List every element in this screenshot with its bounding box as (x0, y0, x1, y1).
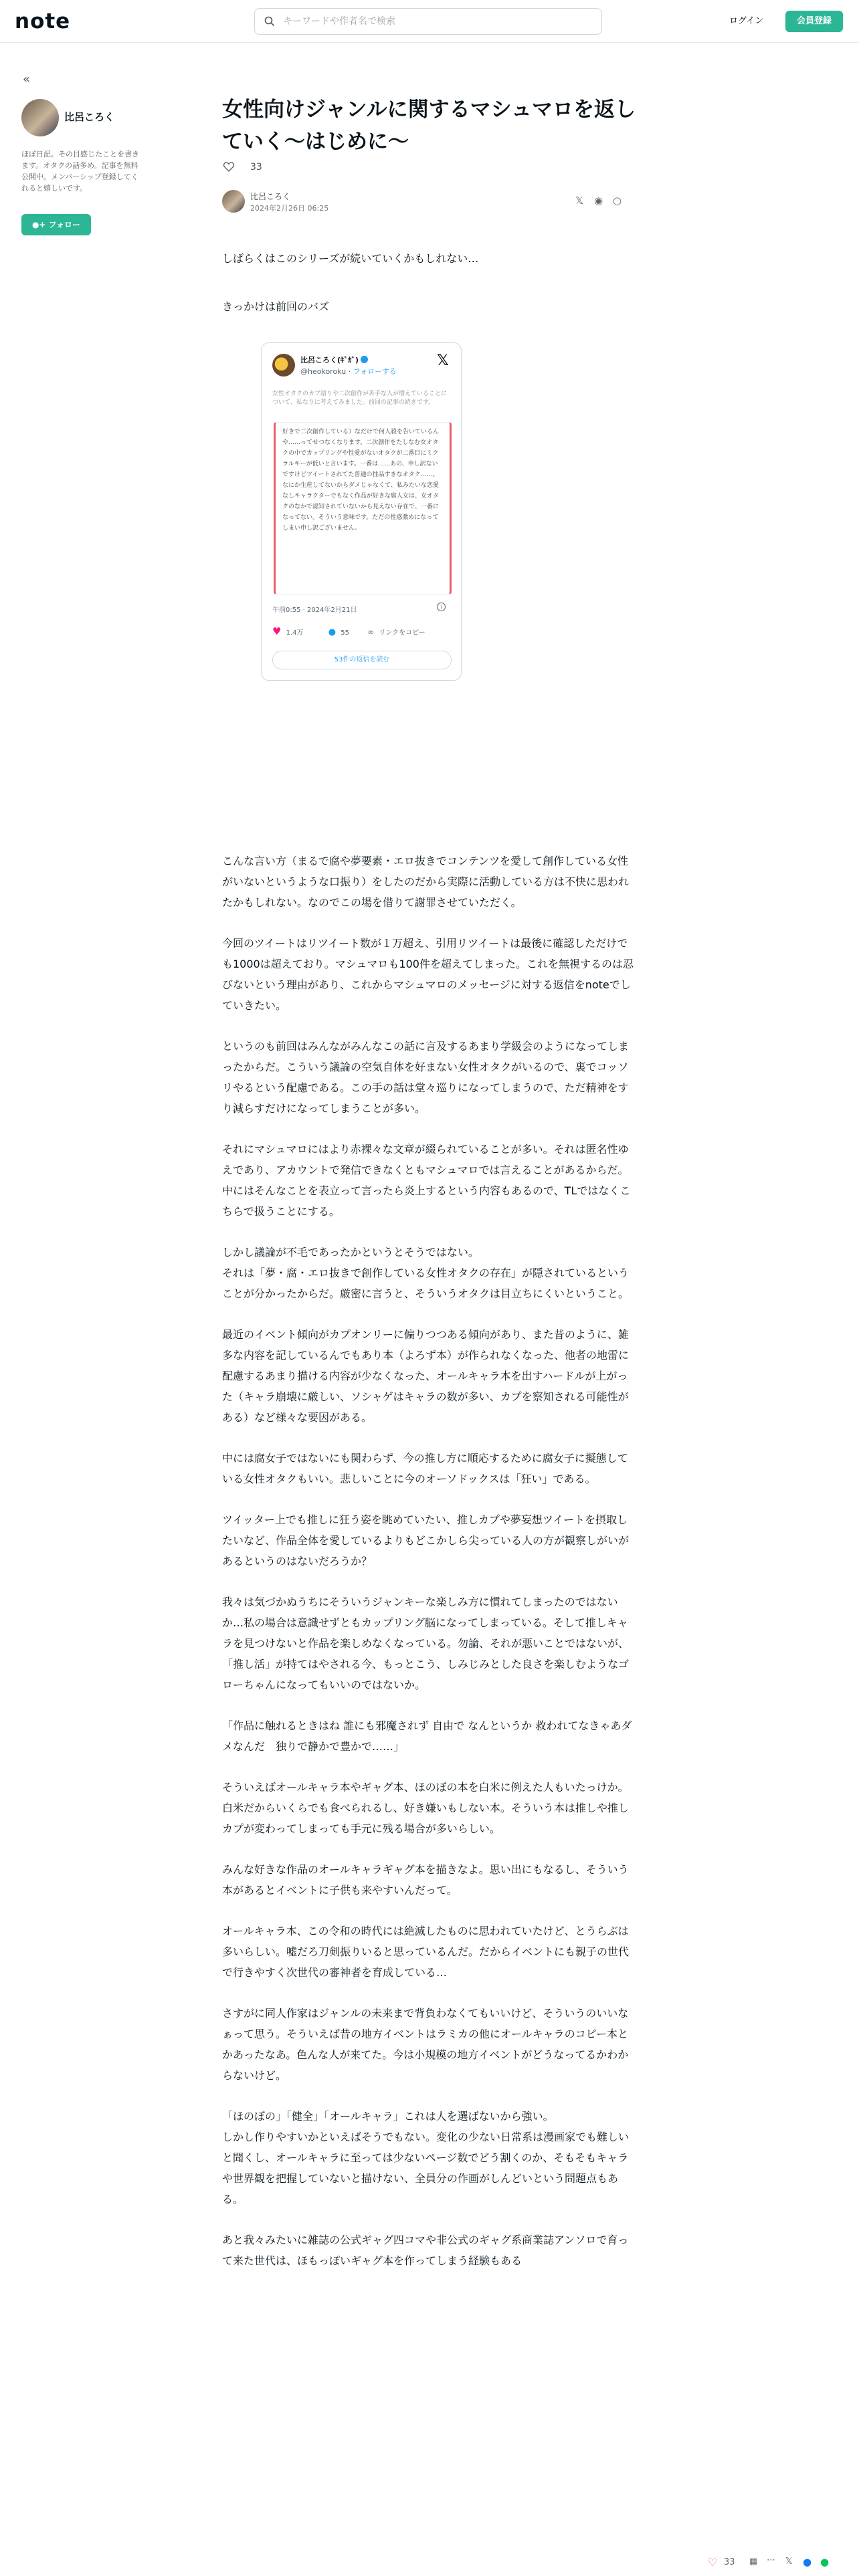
author-avatar[interactable] (21, 99, 59, 136)
body-paragraph: 「作品に触れるときはね 誰にも邪魔されず 自由で なんというか 救われてなきゃあダメなんだ 独りで静かで豊かで……」 (222, 1719, 632, 1753)
body-paragraph: 我々は気づかぬうちにそういうジャンキーな楽しみ方に慣れてしまったのではないか…私の場合は意識せずともカップリング脳になってしまっている。そして推しキャラを見つけないと作品を楽しめなくなっている。勿論、それが悪いことではないが、「推し活」が持てはやされる今、もっとこう、しみじみとした良さを楽しむようなゴローちゃんになってもいいのではないか。 (222, 1596, 630, 1691)
user-plus-icon: ●+ (31, 220, 49, 229)
floating-action-bar (696, 2553, 859, 2572)
bottom-like-count[interactable]: 33 (724, 2557, 735, 2567)
tweet-handle-row: @heokoroku · フォローする (300, 367, 397, 376)
body-paragraph: あと我々みたいに雑誌の公式ギャグ四コマや非公式のギャグ系商業誌アンソロで育って来た世代は、ほもっぽいギャグ本を作ってしまう経験もある (222, 2234, 629, 2267)
body-paragraph: オールキャラ本、この令和の時代には絶滅したものに思われていたけど、とうらぶは多いらしい。嘘だろ刀剣振りいると思っているんだ。だからイベントにも親子の世代で行きやすく次世代の審神者を育成している… (222, 1925, 630, 1979)
sidebar-author-name[interactable]: 比呂ころく (64, 111, 115, 123)
publish-date: 2024年2月26日 06:25 (250, 204, 329, 213)
x-share-icon[interactable]: 𝕏 (575, 195, 584, 207)
author-bio: ほぼ日記。その目感じたことを書きます。オタクの話多め。記事を無料公開中。メンバーシップ登録してくれると嬉しいです。 (21, 150, 139, 193)
like-count[interactable]: 33 (250, 162, 262, 173)
tweet-reply-count: 55 (341, 629, 349, 637)
bottom-facebook-icon[interactable]: ● (803, 2556, 812, 2568)
intro-line-1: しばらくはこのシリーズが続いていくかもしれない… (222, 252, 479, 265)
copy-link-icon[interactable]: ∞ (367, 627, 375, 637)
bottom-line-icon[interactable]: ● (820, 2556, 830, 2568)
body-paragraph: しかし議論が不毛であったかというとそうではない。 それは「夢・腐・エロ抜きで創作している女性オタクの存在」が隠されているということが分かったからだ。厳密に言うと、そういうオタクは目立ちにくいということ。 (222, 1246, 630, 1300)
tweet-handle[interactable]: @heokoroku (300, 367, 347, 376)
signup-button[interactable]: 会員登録 (785, 11, 843, 32)
collapse-sidebar-icon[interactable]: « (23, 72, 31, 86)
tweet-quote-text: 好きで二次創作している）なだけで何人殺を告いているんや……ってせつなくなります。二次創作をたしなむ女オタクの中でカップリングや性愛がないオタクが二番目にミクラルキーが低いと言います。一番は……あの、申し訳ないですけどツイートされてた普通の性品すきなオタク……。なにか生産してないからダメじゃなくて、私みたいな恋愛なしキャラクターでもなく作品が好きな腐人女は、女オタクのなかで認知されていないから見えない存在で、一番になってない。そういう意味です。ただの性感激めになってしまい申し訳ございません。 (282, 429, 440, 532)
body-paragraph: 「ほのぼの」「健全」「オールキャラ」これは人を選ばないから強い。 しかし作りやすいかといえばそうでもない。変化の少ない日常系は漫画家でも難しいと聞くし、オールキャラに至っては少ないページ数でどう割くのか、そもそもキャラや世界観を把握していないと描けない、全員分の作画がしんどいという問題点もある。 (222, 2110, 630, 2206)
author-avatar-small[interactable] (222, 190, 245, 213)
article-title: 女性向けジャンルに関するマシュマロを返していく〜はじめに〜 (222, 98, 636, 154)
likes-row (223, 162, 262, 173)
follow-button[interactable] (21, 214, 91, 235)
tweet-timestamp[interactable]: 午前0:55 · 2024年2月21日 (272, 607, 357, 614)
site-header (0, 0, 859, 43)
embedded-tweet[interactable] (261, 342, 462, 681)
author-row (222, 189, 637, 215)
heart-icon[interactable] (223, 162, 234, 172)
body-paragraph: さすがに同人作家はジャンルの未来まで背負わなくてもいいけど、そういうのいいなぁって思う。そういえば昔の地方イベントはラミカの他にオールキャラのコピー本とかあったなあ。色んな人が来てた。今は小規模の地方イベントがどうなってるかわからないけど。 (222, 2007, 629, 2082)
login-link[interactable]: ログイン (729, 16, 764, 26)
bottom-heart-icon[interactable]: ♡ (708, 2556, 718, 2569)
follow-label: フォロー (48, 220, 81, 229)
body-paragraph: 今回のツイートはリツイート数が１万超え、引用リツイートは最後に確認しただけでも1000は超えており。マシュマロも100件を超えてしまった。これを無視するのは忍びないという理由があり、これからマシュマロのメッセージに対する返信をnoteでしていきたい。 (222, 937, 634, 1012)
facebook-share-icon[interactable]: ◉ (594, 195, 603, 207)
note-logo[interactable]: note (15, 9, 71, 33)
search-box[interactable] (254, 8, 602, 35)
tweet-actions (272, 625, 452, 639)
body-paragraph: というのも前回はみんながみんなこの話に言及するあまり学級会のようになってしまったからだ。こういう議論の空気自体を好まない女性オタクがいるので、裏でコッソリやるという配慮である。この手の話は堂々巡りになってしまうので、ただ精神をすり減らすだけになってしまうことが多い。 (222, 1040, 630, 1115)
tweet-name-text: 比呂ころく(ｷﾞｶﾞ) (300, 356, 359, 364)
line-share-icon[interactable]: ○ (613, 195, 622, 207)
article-body (222, 851, 637, 2291)
copy-link-label[interactable]: リンクをコピー (379, 629, 425, 637)
read-replies-button[interactable]: 53件の返信を読む (272, 651, 452, 669)
tweet-follow-link[interactable]: フォローする (353, 367, 397, 376)
verified-icon (361, 356, 368, 363)
tweet-text: 女性オタクのカプ語りや二次創作が苦手な人が増えていることについて、私なりに考えてみました。前回の記事の続きです。 (272, 391, 448, 406)
tweet-like-icon[interactable]: ♥ (272, 625, 282, 637)
body-paragraph: それにマシュマロにはより赤裸々な文章が綴られていることが多い。それは匿名性ゆえであり、アカウントで発信できなくともマシュマロでは言えることがあるからだ。中にはそんなことを表立って言ったら炎上するという内容もあるので、TLではなくこちらで扱うことにする。 (222, 1143, 631, 1218)
body-paragraph: みんな好きな作品のオールキャラギャグ本を描きなよ。思い出にもなるし、そういう本があるとイベントに子供も来やすいんだって。 (222, 1863, 629, 1897)
bottom-x-icon[interactable]: 𝕏 (785, 2557, 793, 2567)
body-paragraph: こんな言い方（まるで腐や夢要素・エロ抜きでコンテンツを愛して創作している女性がいないというような口振り）をしたのだから実際に活動している方は不快に思われたかもしれない。なのでこの場を借りて謝罪させていただく。 (222, 855, 630, 909)
intro-line-2: きっかけは前回のバズ (222, 300, 330, 313)
tweet-quoted-image[interactable] (274, 422, 452, 595)
author-name[interactable]: 比呂ころく (250, 192, 291, 201)
tweet-author-name[interactable] (300, 354, 368, 365)
body-paragraph: そういえばオールキャラ本やギャグ本、ほのぼの本を白米に例えた人もいたっけか。白米だからいくらでも食べられるし、好き嫌いもしない本。そういう本は推しや推しカプが変わってしまっても手元に残る場合が多いらしい。 (222, 1781, 629, 1835)
body-paragraph: ツイッター上でも推しに狂う姿を眺めていたい、推しカプや夢妄想ツイートを摂取したいなど、作品全体を愛しているよりもどこかしら尖っている人の方が観察しがいがあるというのはないだろうか？ (222, 1513, 630, 1568)
x-logo-icon[interactable]: 𝕏 (437, 352, 449, 369)
tweet-reply-icon[interactable]: ● (328, 627, 337, 637)
tweet-like-count: 1.4万 (286, 629, 304, 637)
search-input[interactable] (283, 9, 591, 34)
search-icon (264, 16, 275, 27)
more-icon[interactable]: ⋯ (767, 2555, 775, 2565)
tweet-avatar[interactable] (272, 354, 295, 377)
magazine-icon[interactable]: ▦ (749, 2557, 758, 2567)
info-icon[interactable]: i (437, 603, 446, 611)
body-paragraph: 最近のイベント傾向がカプオンリーに偏りつつある傾向があり、また昔のように、雑多な内容を記しているんでもあり本（よろず本）が作られなくなった、他者の地雷に配慮するあまり描ける内容が少なくなった、オールキャラ本を出すハードルが上がった（キャラ崩壊に厳しい、ソシャゲはキャラの数が多い、カプを察知される可能性がある）など様々な要因がある。 (222, 1328, 630, 1424)
body-paragraph: 中には腐女子ではないにも関わらず、今の推し方に順応するために腐女子に擬態している女性オタクもいい。悲しいことに今のオーソドックスは「狂い」である。 (222, 1452, 628, 1485)
